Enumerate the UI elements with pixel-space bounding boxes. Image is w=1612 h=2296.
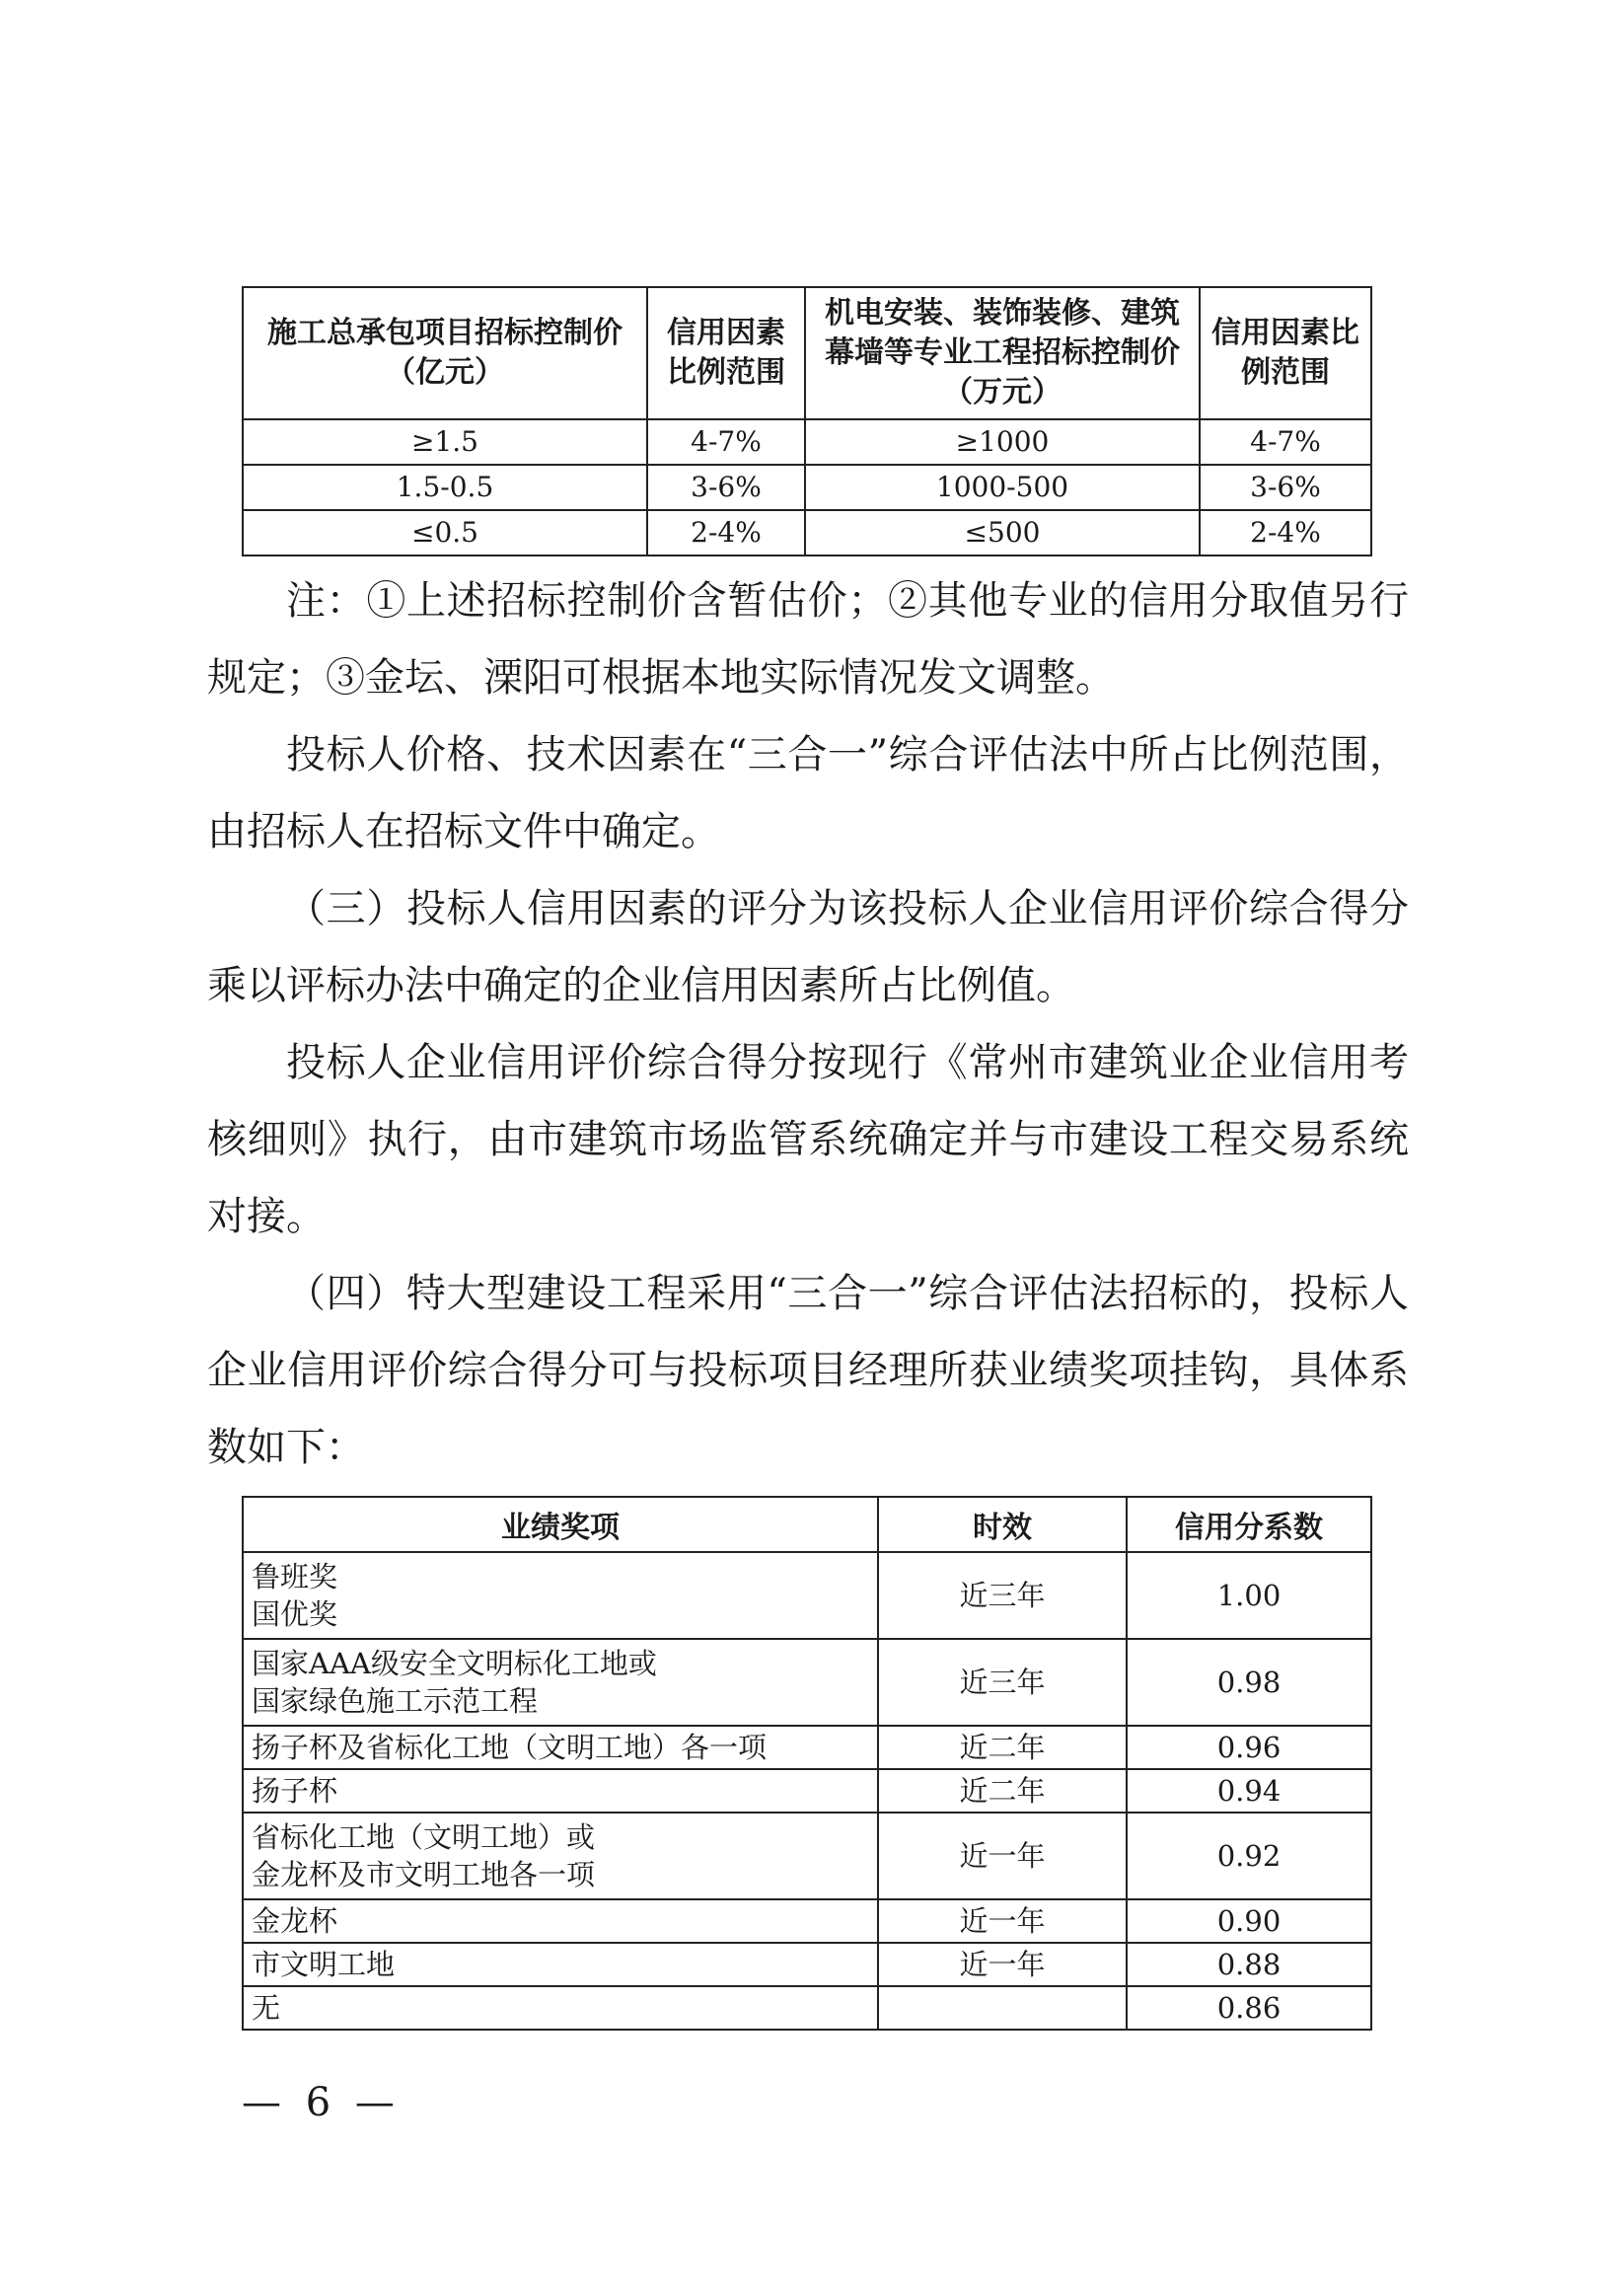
table-cell: 1.5-0.5 xyxy=(243,465,647,510)
coefficient-cell: 0.90 xyxy=(1127,1899,1371,1943)
coefficient-cell: 0.86 xyxy=(1127,1986,1371,2030)
section-three-paragraph: （三）投标人信用因素的评分为该投标人企业信用评价综合得分乘以评标办法中确定的企业信用因素所占比例值。 xyxy=(207,886,1409,1008)
header-period: 时效 xyxy=(878,1497,1127,1552)
table-row xyxy=(243,510,1371,555)
table-cell: 4-7% xyxy=(1200,419,1371,465)
header-coefficient: 信用分系数 xyxy=(1127,1497,1371,1552)
section-four-paragraph: （四）特大型建设工程采用“三合一”综合评估法招标的，投标人企业信用评价综合得分可与投标项目经理所获业绩奖项挂钩，具体系数如下： xyxy=(207,1271,1409,1470)
period-cell: 近一年 xyxy=(878,1899,1127,1943)
period-cell: 近三年 xyxy=(878,1639,1127,1726)
table-row xyxy=(243,1899,1371,1943)
credit-ratio-table xyxy=(242,286,1372,556)
body-text xyxy=(207,562,1409,1486)
table-cell: 2-4% xyxy=(1200,510,1371,555)
period-cell: 近一年 xyxy=(878,1943,1127,1986)
period-cell: 近二年 xyxy=(878,1726,1127,1769)
table-cell: 4-7% xyxy=(647,419,805,465)
table-header-row xyxy=(243,287,1371,419)
period-cell: 近三年 xyxy=(878,1552,1127,1639)
coefficient-cell: 1.00 xyxy=(1127,1552,1371,1639)
table-row xyxy=(243,1813,1371,1899)
table-cell: ≤500 xyxy=(805,510,1200,555)
table-cell: ≥1.5 xyxy=(243,419,647,465)
award-cell: 扬子杯 xyxy=(243,1769,878,1813)
table-cell: ≤0.5 xyxy=(243,510,647,555)
table-cell: ≥1000 xyxy=(805,419,1200,465)
table-row xyxy=(243,1639,1371,1726)
table-row xyxy=(243,465,1371,510)
period-cell: 近一年 xyxy=(878,1813,1127,1899)
coefficient-cell: 0.92 xyxy=(1127,1813,1371,1899)
header-award: 业绩奖项 xyxy=(243,1497,878,1552)
table-row xyxy=(243,1726,1371,1769)
coefficient-cell: 0.96 xyxy=(1127,1726,1371,1769)
table-row xyxy=(243,1769,1371,1813)
award-cell: 国家AAA级安全文明标化工地或 国家绿色施工示范工程 xyxy=(243,1639,878,1726)
table-row xyxy=(243,1552,1371,1639)
table-row xyxy=(243,1986,1371,2030)
table-cell: 2-4% xyxy=(647,510,805,555)
award-cell: 金龙杯 xyxy=(243,1899,878,1943)
table-header-row xyxy=(243,1497,1371,1552)
table-cell: 1000-500 xyxy=(805,465,1200,510)
period-cell xyxy=(878,1986,1127,2030)
header-general-contract-price: 施工总承包项目招标控制价（亿元） xyxy=(243,287,647,419)
table-cell: 3-6% xyxy=(647,465,805,510)
page-number: — 6 — xyxy=(242,2080,401,2125)
header-specialty-price: 机电安装、装饰装修、建筑幕墙等专业工程招标控制价（万元） xyxy=(805,287,1200,419)
header-credit-ratio-2: 信用因素比例范围 xyxy=(1200,287,1371,419)
table-row xyxy=(243,1943,1371,1986)
header-credit-ratio-1: 信用因素比例范围 xyxy=(647,287,805,419)
award-cell: 鲁班奖 国优奖 xyxy=(243,1552,878,1639)
award-coefficient-table xyxy=(242,1496,1372,2031)
award-cell: 市文明工地 xyxy=(243,1943,878,1986)
coefficient-cell: 0.88 xyxy=(1127,1943,1371,1986)
award-cell: 省标化工地（文明工地）或 金龙杯及市文明工地各一项 xyxy=(243,1813,878,1899)
table-row xyxy=(243,419,1371,465)
award-cell: 无 xyxy=(243,1986,878,2030)
coefficient-cell: 0.94 xyxy=(1127,1769,1371,1813)
award-cell: 扬子杯及省标化工地（文明工地）各一项 xyxy=(243,1726,878,1769)
coefficient-cell: 0.98 xyxy=(1127,1639,1371,1726)
credit-score-paragraph: 投标人企业信用评价综合得分按现行《常州市建筑业企业信用考核细则》执行，由市建筑市场监管系统确定并与市建设工程交易系统对接。 xyxy=(207,1040,1409,1239)
period-cell: 近二年 xyxy=(878,1769,1127,1813)
price-tech-paragraph: 投标人价格、技术因素在“三合一”综合评估法中所占比例范围，由招标人在招标文件中确定。 xyxy=(207,732,1409,854)
note-paragraph: 注：①上述招标控制价含暂估价；②其他专业的信用分取值另行规定；③金坛、溧阳可根据本地实际情况发文调整。 xyxy=(207,578,1409,701)
table-cell: 3-6% xyxy=(1200,465,1371,510)
